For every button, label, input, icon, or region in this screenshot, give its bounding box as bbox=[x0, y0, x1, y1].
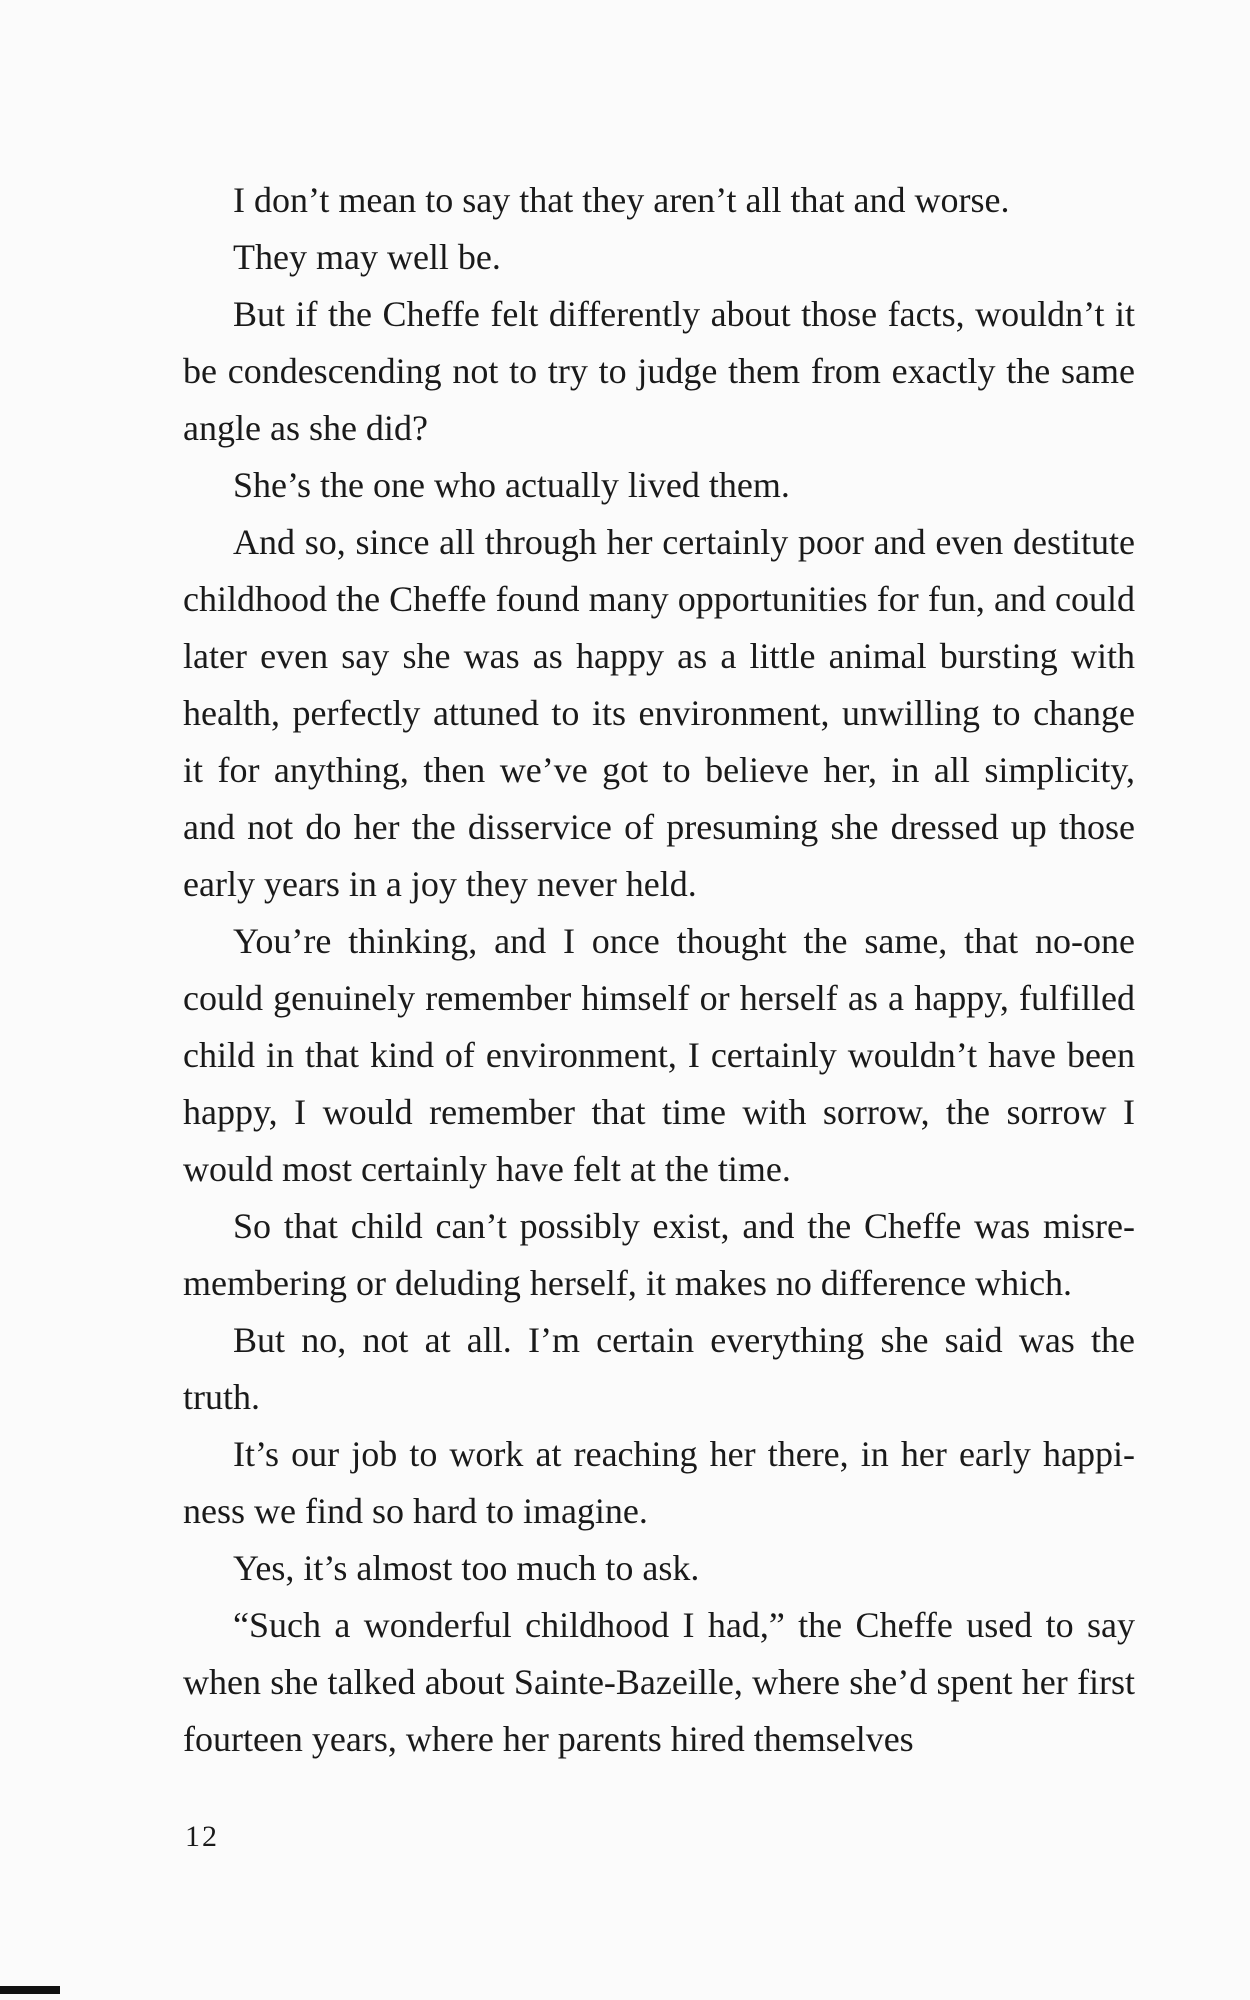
paragraph-3: But if the Cheffe felt differently about those facts, wouldn’t it be condescending not to try to judge them from exactly the same angle as she did? bbox=[183, 294, 1135, 448]
paragraph-11: “Such a wonderful childhood I had,” the Cheffe used to say when she talked about Sainte-Bazeille, where she’d spent her first fourteen years, where her parents hired themselves bbox=[183, 1605, 1135, 1759]
paragraph-5: And so, since all through her certainly poor and even destitute childhood the Cheffe found many opportunities for fun, and could later even say she was as happy as a little animal bursting with health, perfectly attuned to its environment, unwilling to change it for anything, then we’ve got to believe her, in all simplicity, and not do her the disservice of presuming she dressed up those early years in a joy they never held. bbox=[183, 522, 1135, 904]
paragraph-4: She’s the one who actually lived them. bbox=[233, 465, 790, 505]
page-number: 12 bbox=[185, 1820, 219, 1853]
paragraph-10: Yes, it’s almost too much to ask. bbox=[233, 1548, 700, 1588]
body-text bbox=[183, 172, 1135, 1768]
paragraph-7: So that child can’t possibly exist, and the Cheffe was misremembering or deluding herself, it makes no difference which. bbox=[183, 1206, 1135, 1303]
paragraph-2: They may well be. bbox=[233, 237, 501, 277]
paragraph-1: I don’t mean to say that they aren’t all that and worse. bbox=[233, 180, 1010, 220]
paragraph-8: But no, not at all. I’m certain everything she said was the truth. bbox=[183, 1320, 1135, 1417]
paragraph-9: It’s our job to work at reaching her there, in her early happiness we find so hard to imagine. bbox=[183, 1434, 1135, 1531]
scan-edge-mark bbox=[0, 1986, 60, 1994]
paragraph-6: You’re thinking, and I once thought the same, that no-one could genuinely remember himself or herself as a happy, fulfilled child in that kind of environment, I certainly wouldn’t have been happy, I would remember that time with sorrow, the sorrow I would most certainly have felt at the time. bbox=[183, 921, 1135, 1189]
